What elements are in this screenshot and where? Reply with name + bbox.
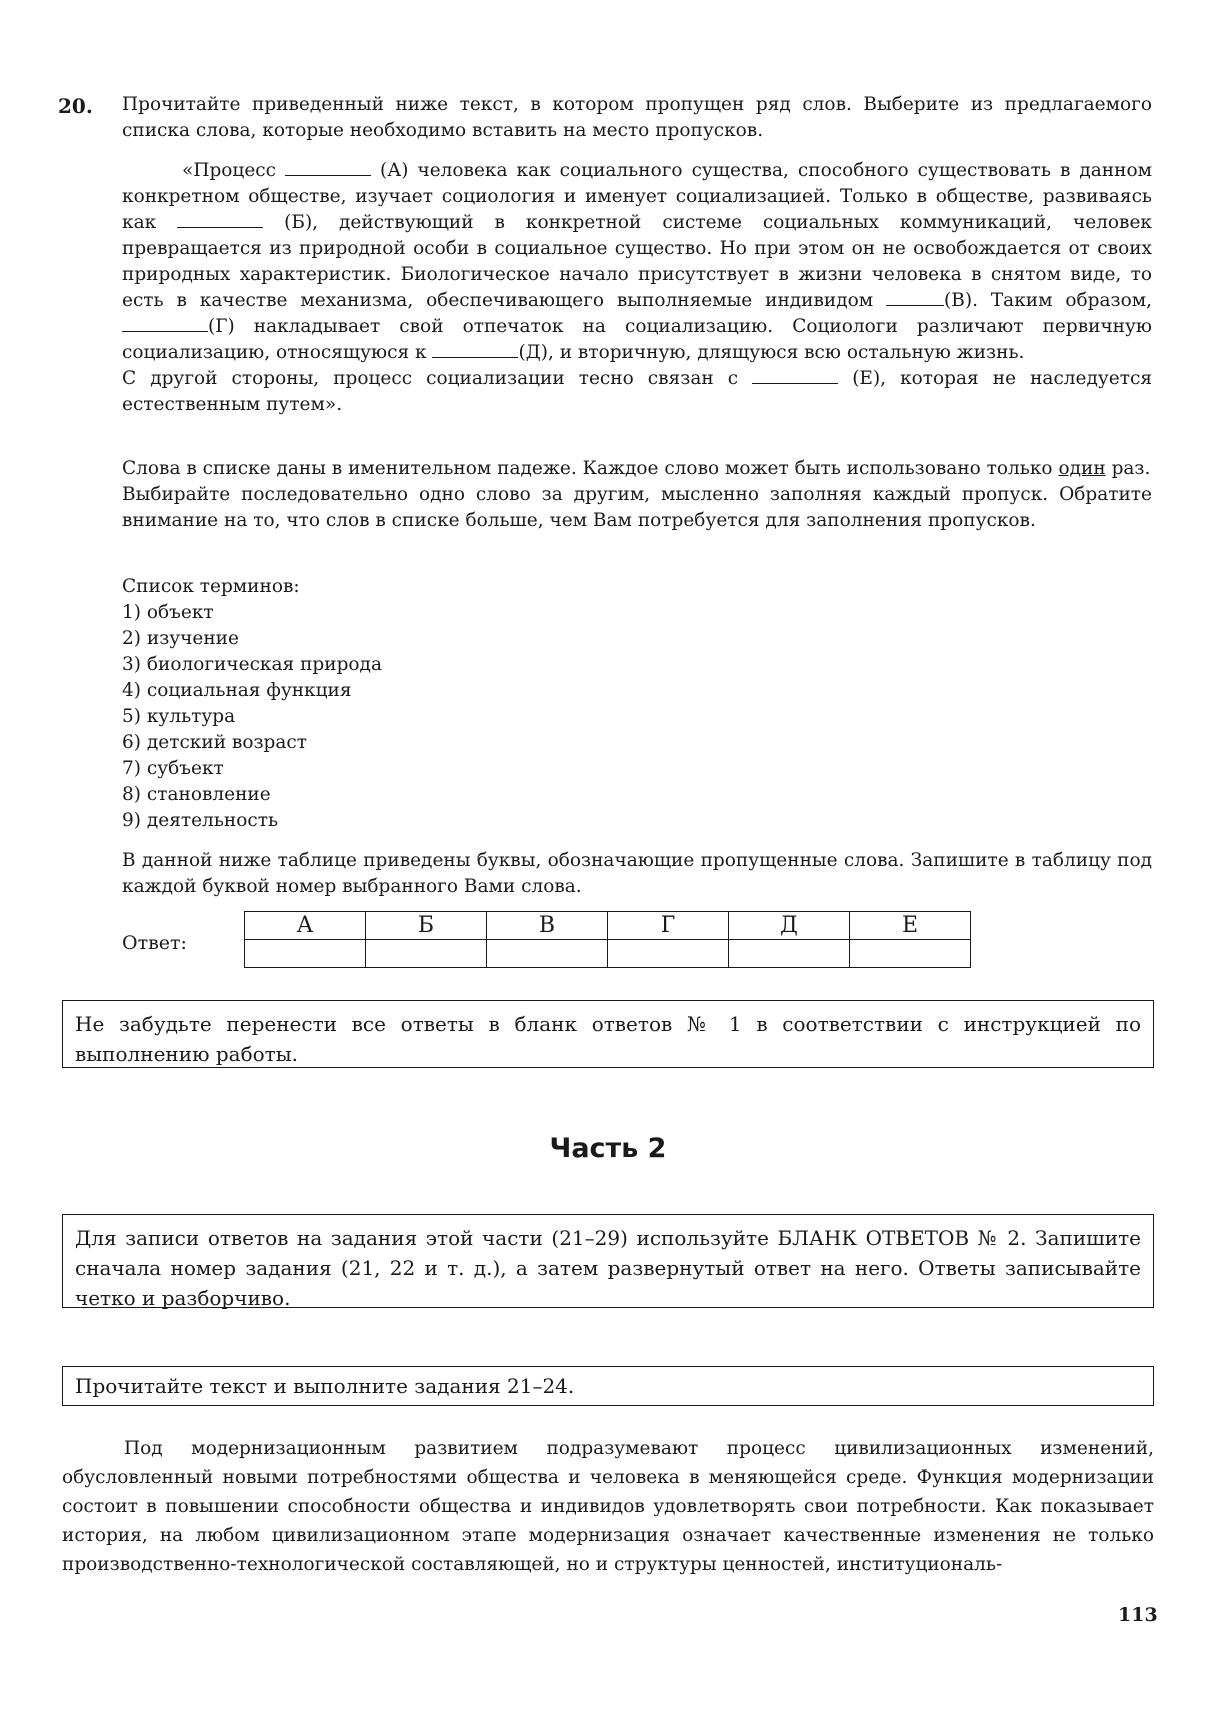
answer-cell-g[interactable]: [608, 940, 729, 968]
gap-text-part: (Д), и вторичную, длящуюся всю остальную жизнь.: [518, 342, 1025, 363]
answer-cell-e[interactable]: [850, 940, 971, 968]
answer-header-row: [245, 912, 971, 940]
gap-text-part: (В). Таким образом,: [944, 290, 1152, 311]
instruction-text: Слова в списке даны в именительном падеже. Каждое слово может быть использовано только: [122, 458, 1053, 479]
part-title: Часть 2: [549, 1133, 667, 1164]
gap-blank-g: [122, 315, 208, 332]
gap-blank-v: [886, 289, 944, 306]
gap-text-part: (А) человека как социального существа, способного существовать в данном конкретном обществе, изучает социология и именует социализацией. Только в обществе, развиваясь как: [122, 160, 1152, 233]
term-item: 4) социальная функция: [122, 680, 352, 701]
term-item: 8) становление: [122, 784, 271, 805]
answer-input-row: [245, 940, 971, 968]
instruction-text: раз.: [1111, 458, 1151, 479]
answer-letter: А: [245, 912, 366, 940]
term-item: 2) изучение: [122, 628, 239, 649]
reading-paragraph: Под модернизационным развитием подразумевают процесс цивилизационных изменений, обусловленный новыми потребностями общества и человека в меняющейся среде. Функция модернизации состоит в повышении способности общества и индивидов удовлетворять свои потребности. Как показывает история, на любом цивилизационном этапе модернизация означает качественные изменения не только производственно-технологической составляющей, но и структуры ценностей, институциональ-: [62, 1438, 1154, 1575]
term-item: 9) деятельность: [122, 810, 279, 831]
table-intro: В данной ниже таблице приведены буквы, обозначающие пропущенные слова. Запишите в таблицу под каждой буквой номер выбранного Вами слова.: [122, 850, 1152, 897]
gap-blank-d: [432, 341, 518, 358]
terms-list: [122, 574, 722, 834]
gap-blank-e: [752, 367, 838, 384]
instruction-emphasis: один: [1058, 458, 1106, 479]
gap-text-part: «Процесс: [182, 160, 276, 181]
answer-cell-d[interactable]: [729, 940, 850, 968]
term-item: 5) культура: [122, 706, 236, 727]
instruction-text: Выбирайте последовательно одно слово за другим, мысленно заполняя каждый пропуск. Обратите внимание на то, что слов в списке больше, чем Вам потребуется для заполнения пропусков.: [122, 484, 1152, 531]
gap-text-part: С другой стороны, процесс социализации тесно связан с: [122, 368, 739, 389]
task-intro: Прочитайте приведенный ниже текст, в котором пропущен ряд слов. Выберите из предлагаемого списка слова, которые необходимо вставить на место пропусков.: [122, 94, 1152, 141]
gap-text-part: (Е), которая не наследуется естественным путем».: [122, 368, 1152, 415]
answer-table: [244, 911, 971, 968]
gap-blank-a: [285, 159, 371, 176]
answer-cell-a[interactable]: [245, 940, 366, 968]
term-item: 6) детский возраст: [122, 732, 308, 753]
task-number: 20.: [58, 94, 93, 118]
answer-letter: В: [487, 912, 608, 940]
page-number: 113: [1118, 1604, 1158, 1626]
gap-text-part: (Г) накладывает свой отпечаток на социализацию. Социологи различают первичную социализацию, относящуюся к: [122, 316, 1152, 363]
reminder-box: Не забудьте перенести все ответы в бланк ответов № 1 в соответствии с инструкцией по выполнению работы.: [62, 1000, 1154, 1068]
terms-title: Список терминов:: [122, 576, 300, 597]
gap-text-part: (Б), действующий в конкретной системе социальных коммуникаций, человек превращается из природной особи в социальное существо. Но при этом он не освобождается от своих природных характеристик. Биологическое начало присутствует в жизни человека в снятом виде, то есть в качестве механизма, обеспечивающего выполняемые индивидом: [122, 212, 1152, 311]
term-item: 3) биологическая природа: [122, 654, 382, 675]
term-item: 1) объект: [122, 602, 214, 623]
reading-text: [62, 1434, 1154, 1579]
read-prompt-box: Прочитайте текст и выполните задания 21–24.: [62, 1366, 1154, 1406]
answer-letter: Е: [850, 912, 971, 940]
gap-text: [122, 158, 1152, 418]
answer-letter: Г: [608, 912, 729, 940]
part2-instruction-box: Для записи ответов на задания этой части (21–29) используйте БЛАНК ОТВЕТОВ № 2. Запишите сначала номер задания (21, 22 и т. д.), а затем развернутый ответ на него. Ответы записывайте четко и разборчиво.: [62, 1214, 1154, 1308]
gap-blank-b: [177, 211, 263, 228]
answer-letter: Б: [366, 912, 487, 940]
task-instructions: [122, 456, 1152, 534]
term-item: 7) субъект: [122, 758, 224, 779]
answer-cell-b[interactable]: [366, 940, 487, 968]
answer-label: Ответ:: [122, 932, 187, 954]
answer-cell-v[interactable]: [487, 940, 608, 968]
answer-letter: Д: [729, 912, 850, 940]
